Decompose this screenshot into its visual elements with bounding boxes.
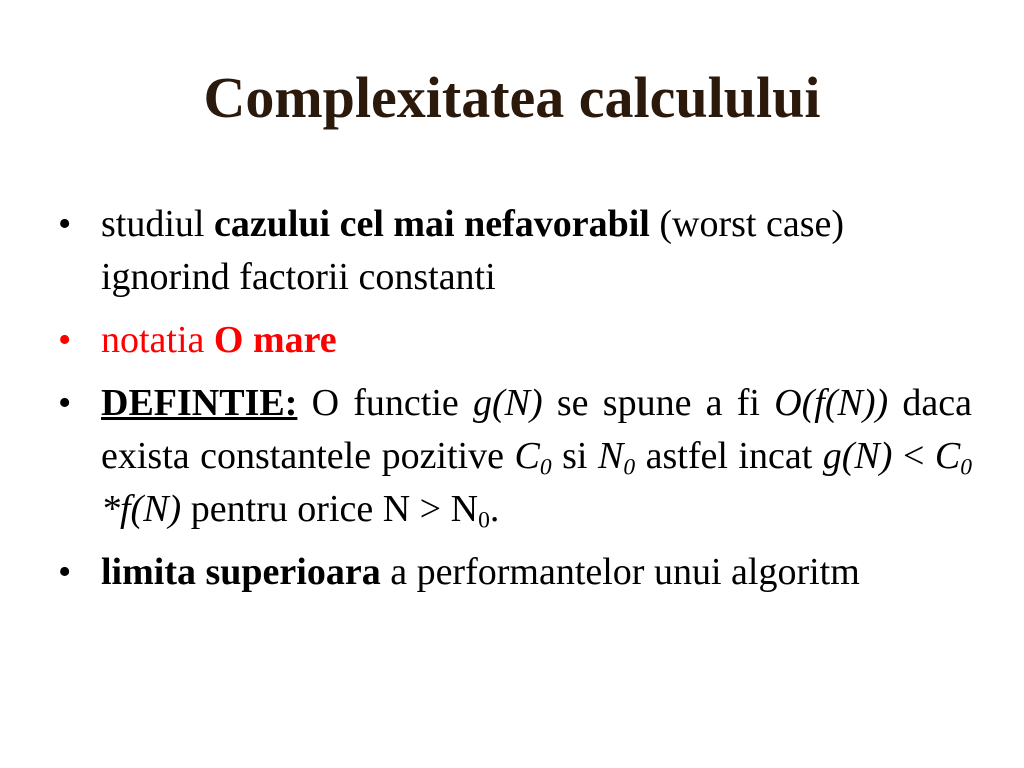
bullet-text: studiul — [101, 203, 214, 245]
bullet-list — [58, 198, 972, 609]
definition-text: se spune a fi — [542, 382, 775, 424]
definition-label: DEFINTIE: — [101, 382, 298, 424]
definition-text: . — [489, 488, 500, 530]
math-g: g(N) — [473, 382, 543, 424]
math-c0: $C_0$ — [934, 435, 973, 481]
definition-text: pentru orice N > N — [181, 488, 479, 530]
math-f: *f(N) — [101, 488, 182, 530]
definition-text: astfel incat — [635, 435, 823, 477]
math-subscript: 0 — [478, 507, 490, 534]
bullet-o-notation — [58, 314, 972, 367]
bullet-marker: • — [58, 551, 72, 593]
bullet-upper-bound — [58, 546, 972, 599]
bullet-marker: • — [58, 319, 72, 361]
bullet-text: a performantelor unui algoritm — [380, 551, 860, 593]
bullet-emphasis: limita superioara — [101, 551, 381, 593]
definition-text: O functie — [297, 382, 474, 424]
bullet-marker: • — [58, 203, 72, 245]
bullet-emphasis: cazului cel mai nefavorabil — [213, 203, 650, 245]
bullet-worst-case — [58, 198, 972, 304]
bullet-definition — [58, 377, 972, 536]
bullet-marker: • — [58, 382, 72, 424]
bullet-text: (worst case) ignorind factorii constanti — [101, 203, 844, 298]
slide-title: Complexitatea calculului — [203, 65, 821, 130]
math-n0: $N_0$ — [597, 435, 636, 481]
definition-text: si — [551, 435, 598, 477]
definition-text: daca exista constantele pozitive — [101, 382, 972, 477]
math-less-than: < — [892, 435, 935, 477]
math-c0: $C_0$ — [514, 435, 552, 481]
math-o: O(f(N)) — [774, 382, 889, 424]
bullet-text: notatia — [101, 319, 214, 361]
math-g: g(N) — [822, 435, 893, 477]
bullet-emphasis: O mare — [213, 319, 337, 361]
